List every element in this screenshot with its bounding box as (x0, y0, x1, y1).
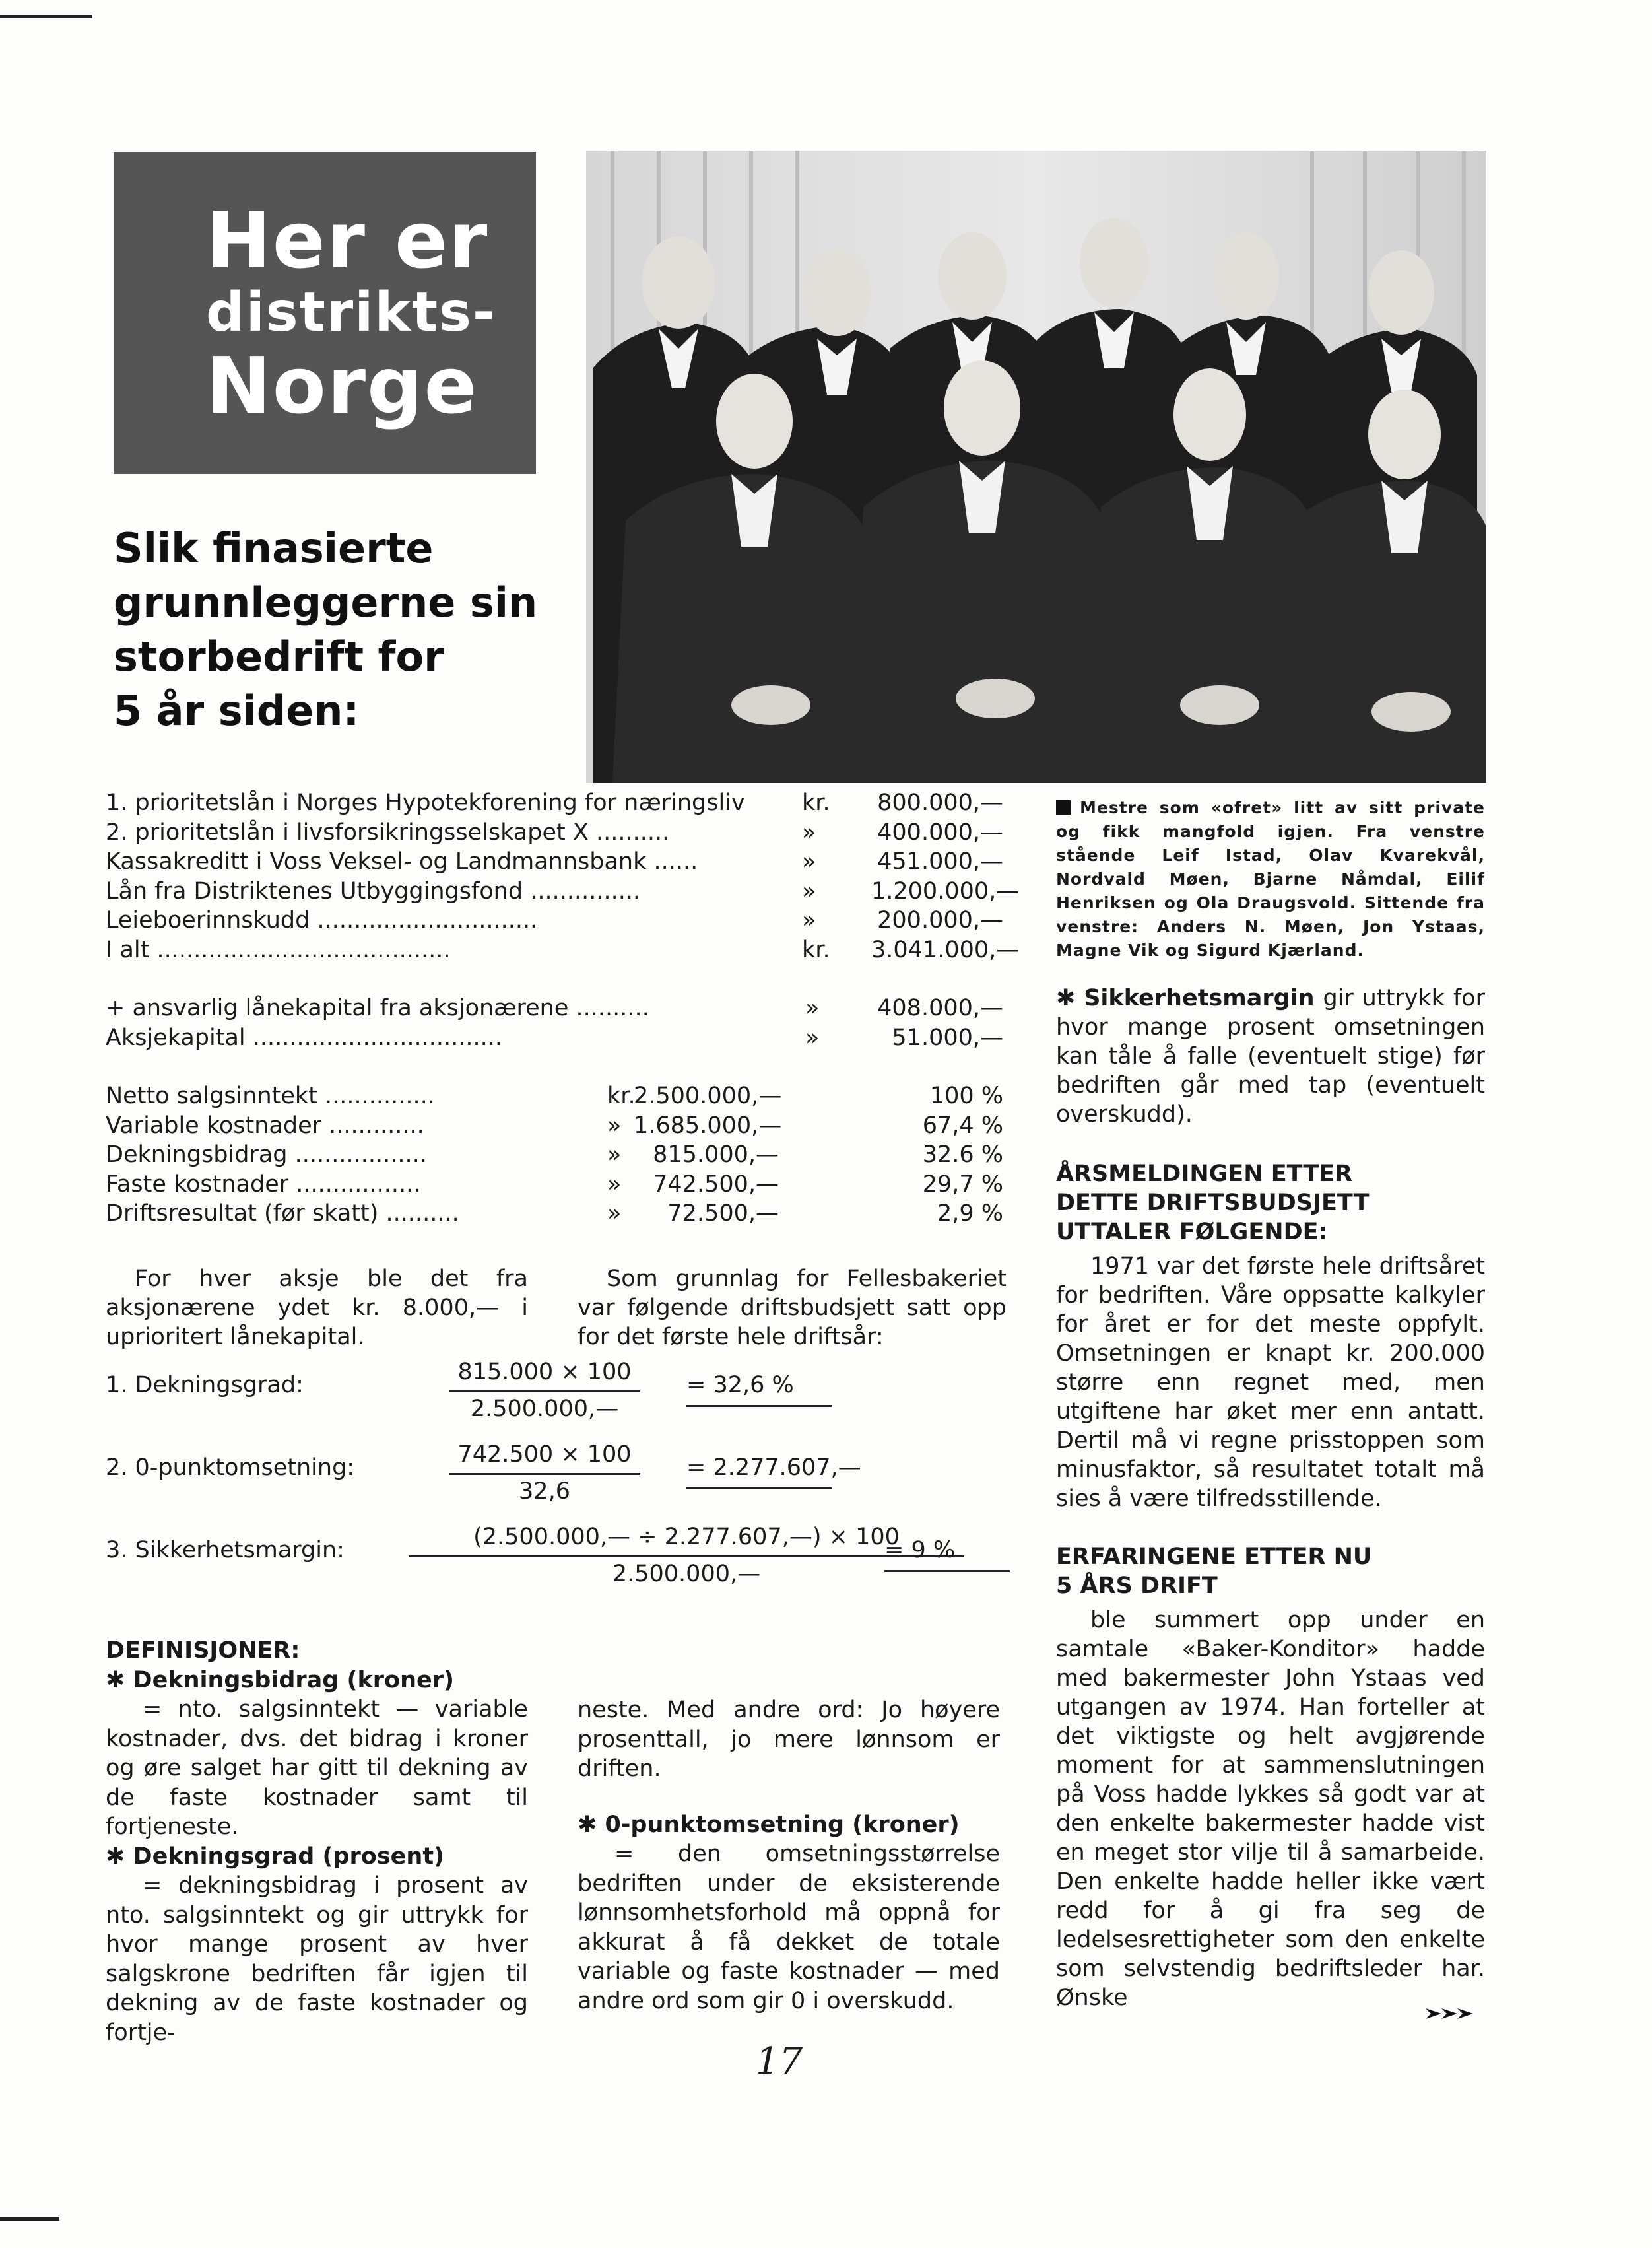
asterisk-icon: ✱ (578, 1811, 605, 1838)
subtitle (114, 522, 562, 738)
group-photo-image (586, 151, 1486, 783)
formula-numerator: (2.500.000,— ÷ 2.277.607,—) × 100 (473, 1524, 900, 1550)
financing-currency: » (802, 848, 816, 875)
financing-currency: » (802, 819, 816, 846)
fraction-line (449, 1473, 640, 1475)
formula-label: 3. Sikkerhetsmargin: (106, 1537, 345, 1563)
budget-label: Variable kostnader ............. (106, 1112, 424, 1139)
budget-percent: 29,7 % (922, 1171, 1003, 1198)
formula-result: = 32,6 % (686, 1372, 794, 1398)
financing-label: I alt ........................................ (106, 936, 451, 963)
financing-label: Lån fra Distriktenes Utbyggingsfond ............... (106, 877, 641, 904)
def-text-dekningsbidrag: = nto. salgsinntekt — variable kostnader, dvs. det bidrag i kroner og øre salget har gitt til dekning av de faste kostnader samt til fortjeneste. (106, 1696, 528, 1840)
financing-label: Kassakreditt i Voss Veksel- og Landmannsbank ...... (106, 848, 698, 875)
def-term-dekningsbidrag: ✱ Dekningsbidrag (kroner) (106, 1666, 455, 1693)
financing-currency: » (802, 877, 816, 904)
definitions-right (578, 1695, 1000, 2016)
subtitle-line: 5 år siden: (114, 687, 360, 735)
corner-mark-top (0, 15, 92, 18)
group-photo (586, 151, 1486, 783)
financing-extra-value: 51.000,— (892, 1024, 1003, 1051)
financing-extra-label: Aksjekapital .................................. (106, 1024, 503, 1051)
financing-label: 1. prioritetslån i Norges Hypotekforening for næringsliv (106, 790, 745, 816)
budget-currency: » (607, 1141, 622, 1168)
financing-extra-value: 408.000,— (877, 995, 1003, 1021)
def-term-dekningsgrad: ✱ Dekningsgrad (prosent) (106, 1843, 445, 1870)
financing-table (106, 790, 1020, 1051)
definitions-heading: DEFINISJONER: (106, 1637, 300, 1664)
spacer (578, 1784, 1000, 1810)
financing-value: 3.041.000,— (871, 936, 1020, 963)
report-heading: ÅRSMELDINGEN ETTER DETTE DRIFTSBUDSJETT UTTALER FØLGENDE: (1056, 1161, 1370, 1245)
definitions-left (106, 1636, 528, 2047)
caption-text: Mestre som «ofret» litt av sitt private og fikk mangfold igjen. Fra venstre stående Leif Istad, Olav Kvarekvål, Nordvald Møen, Bjarne Nåmdal, Eilif Henriksen og Ola Draugsvold. Sittende fra venstre: Anders N. Møen, Jon Ystaas, Magne Vik og Sigurd Kjærland. (1056, 798, 1485, 960)
financing-value: 800.000,— (877, 790, 1003, 816)
photo-caption (1056, 796, 1485, 963)
experience-body: ble summert opp under en samtale «Baker-Konditor» hadde med bakermester John Ystaas ved utgangen av 1974. Han forteller at det viktigste og helt avgjørende moment for at sammenslutningen på Voss hadde lykkes så godt var at den enkelte bakermester hadde vist en meget stor vilje til å samarbeide. Den enkelte hadde heller ikke vært redd for å gi fra seg de ledelsesrettigheter som den enkelte som selvstendig bedriftsleder har. Ønske (1056, 1607, 1485, 2011)
formula-result: = 2.277.607,— (686, 1454, 861, 1481)
asterisk-icon: ✱ (106, 1666, 133, 1693)
headline-line-3: Norge (206, 340, 479, 431)
asterisk-icon: ✱ (106, 1843, 133, 1870)
financing-extra-label: + ansvarlig lånekapital fra aksjonærene .......... (106, 995, 649, 1021)
headline-line-2: distrikts- (206, 281, 496, 344)
def-term-0-punkt: ✱ 0-punktomsetning (kroner) (578, 1811, 960, 1838)
formula-result: = 9 % (884, 1537, 956, 1563)
asterisk-icon: ✱ (1056, 985, 1076, 1011)
caption-square-icon (1056, 800, 1071, 815)
headline-line-1: Her er (206, 195, 489, 286)
budget-value: 72.500,— (667, 1200, 779, 1227)
formula-numerator: 742.500 × 100 (457, 1441, 632, 1468)
budget-currency: » (607, 1200, 622, 1227)
budget-value: 815.000,— (653, 1141, 779, 1168)
formula-numerator: 815.000 × 100 (457, 1359, 632, 1385)
budget-value: 1.685.000,— (634, 1112, 782, 1139)
formula-label: 1. Dekningsgrad: (106, 1372, 304, 1398)
arrow-right-icon (1426, 2006, 1478, 2022)
formulas (106, 1359, 1016, 1598)
report-body: 1971 var det første hele driftsåret for bedriften. Våre oppsatte kalkyler for året er for det meste oppfylt. Omsetningen er knapt kr. 200.000 større enn regnet med, men utgiftene har øket mer enn antatt. Dertil må vi regne prisstoppen som minusfaktor, så resultatet totalt må sies å være tilfredsstillende. (1056, 1253, 1485, 1512)
budget-label: Dekningsbidrag .................. (106, 1141, 427, 1168)
corner-mark-bottom (0, 2217, 59, 2221)
budget-label: Driftsresultat (før skatt) .......... (106, 1200, 459, 1227)
fraction-line (409, 1555, 964, 1557)
financing-label: 2. prioritetslån i livsforsikringsselskapet X .......... (106, 819, 670, 846)
financing-value: 451.000,— (877, 848, 1003, 875)
financing-extra-currency: » (805, 995, 820, 1021)
financing-label: Leieboerinnskudd .............................. (106, 907, 538, 934)
safety-margin-term: Sikkerhetsmargin (1084, 985, 1315, 1011)
result-underline (686, 1487, 832, 1489)
financing-currency: » (802, 907, 816, 934)
budget-percent: 100 % (929, 1083, 1003, 1109)
formula-label: 2. 0-punktomsetning: (106, 1454, 355, 1481)
budget-table (106, 1083, 1003, 1241)
budget-currency: kr. (607, 1083, 636, 1109)
def-text-0-punkt: = den omsetningsstørrelse bedriften under de eksisterende lønnsomhetsforhold må oppnå for akkurat å få dekket de totale variable og faste kostnader — med andre ord som gir 0 i overskudd. (578, 1841, 1000, 2014)
headline-box (114, 152, 536, 474)
result-underline (884, 1570, 1010, 1572)
safety-margin-note (1056, 984, 1485, 1129)
note-shareholders: For hver aksje ble det fra aksjonærene ydet kr. 8.000,— i uprioritert lånekapital. (106, 1266, 528, 1350)
budget-percent: 67,4 % (922, 1112, 1003, 1139)
financing-value: 200.000,— (877, 907, 1003, 934)
financing-extra-currency: » (805, 1024, 820, 1051)
budget-value: 2.500.000,— (634, 1083, 782, 1109)
formula-denominator: 2.500.000,— (470, 1396, 619, 1422)
financing-currency: kr. (802, 936, 830, 963)
subtitle-line: Slik finasierte (114, 524, 434, 572)
budget-currency: » (607, 1112, 622, 1139)
formula-denominator: 2.500.000,— (612, 1561, 761, 1587)
result-underline (686, 1405, 832, 1407)
note-budget-basis: Som grunnlag for Fellesbakeriet var følgende driftsbudsjett satt opp for det første hele driftsår: (578, 1266, 1007, 1350)
page-number: 17 (756, 2040, 803, 2083)
budget-percent: 32.6 % (922, 1141, 1003, 1168)
formula-denominator: 32,6 (519, 1478, 570, 1505)
financing-currency: kr. (802, 790, 830, 816)
def-text-dekningsgrad: = dekningsbidrag i prosent av nto. salgsinntekt og gir uttrykk for hvor mange prosent av hver salgskrone bedriften får igjen til dekning av de faste kostnader og fortje- (106, 1872, 528, 2046)
safety-margin-text: gir uttrykk for hvor mange prosent omsetningen kan tåle å falle (eventuelt stige) før bedriften går med tap (eventuelt overskudd). (1056, 985, 1485, 1128)
budget-label: Faste kostnader ................. (106, 1171, 421, 1198)
def-text-dekningsgrad-cont: neste. Med andre ord: Jo høyere prosenttall, jo mere lønnsom er driften. (578, 1697, 1000, 1782)
subtitle-line: storbedrift for (114, 632, 444, 681)
financing-value: 400.000,— (877, 819, 1003, 846)
subtitle-line: grunnleggerne sin (114, 578, 538, 627)
budget-value: 742.500,— (653, 1171, 779, 1198)
budget-label: Netto salgsinntekt ............... (106, 1083, 435, 1109)
financing-value: 1.200.000,— (871, 877, 1020, 904)
budget-percent: 2,9 % (937, 1200, 1003, 1227)
experience-heading: ERFARINGENE ETTER NU 5 ÅRS DRIFT (1056, 1544, 1372, 1599)
budget-currency: » (607, 1171, 622, 1198)
fraction-line (449, 1390, 640, 1392)
